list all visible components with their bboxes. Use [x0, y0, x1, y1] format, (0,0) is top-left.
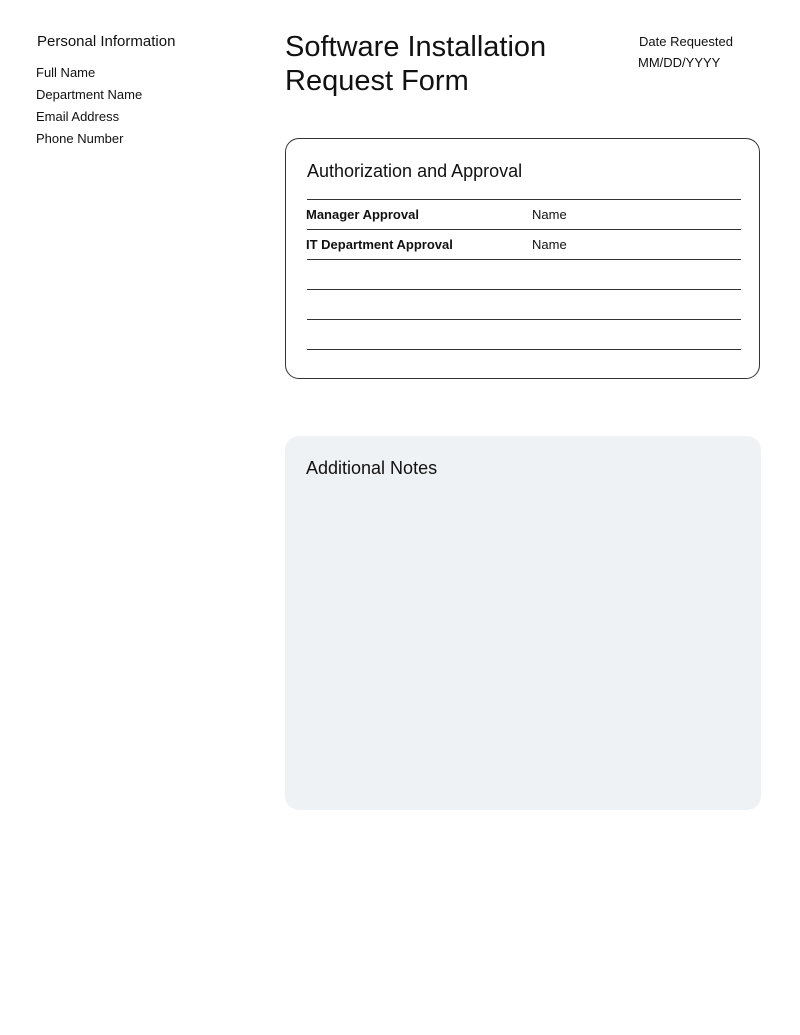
it-department-approval-label: IT Department Approval: [306, 237, 453, 252]
manager-approval-name-field[interactable]: Name: [532, 207, 567, 222]
manager-approval-label: Manager Approval: [306, 207, 419, 222]
approval-table: [307, 199, 741, 350]
phone-number-field[interactable]: Phone Number: [36, 131, 124, 146]
approval-row-blank[interactable]: [307, 260, 741, 290]
personal-information-heading: Personal Information: [37, 33, 176, 50]
date-requested-field[interactable]: MM/DD/YYYY: [638, 55, 721, 70]
approval-row-blank[interactable]: [307, 290, 741, 320]
department-name-field[interactable]: Department Name: [36, 87, 143, 102]
page-title-line-1: Software Installation: [285, 31, 547, 63]
date-requested-section: [638, 33, 778, 72]
authorization-approval-box: [285, 138, 760, 379]
page-title: [285, 30, 605, 98]
approval-row-blank[interactable]: [307, 320, 741, 350]
full-name-field[interactable]: Full Name: [36, 65, 96, 80]
authorization-approval-title: Authorization and Approval: [307, 161, 523, 181]
personal-information-section: [36, 33, 236, 150]
email-address-field[interactable]: Email Address: [36, 109, 120, 124]
approval-row-manager: [307, 200, 741, 230]
additional-notes-title: Additional Notes: [306, 458, 438, 478]
approval-row-it-department: [307, 230, 741, 260]
date-requested-label: Date Requested: [639, 34, 733, 49]
it-department-approval-name-field[interactable]: Name: [532, 237, 567, 252]
page-title-line-2: Request Form: [285, 65, 469, 97]
additional-notes-box[interactable]: [285, 436, 761, 810]
